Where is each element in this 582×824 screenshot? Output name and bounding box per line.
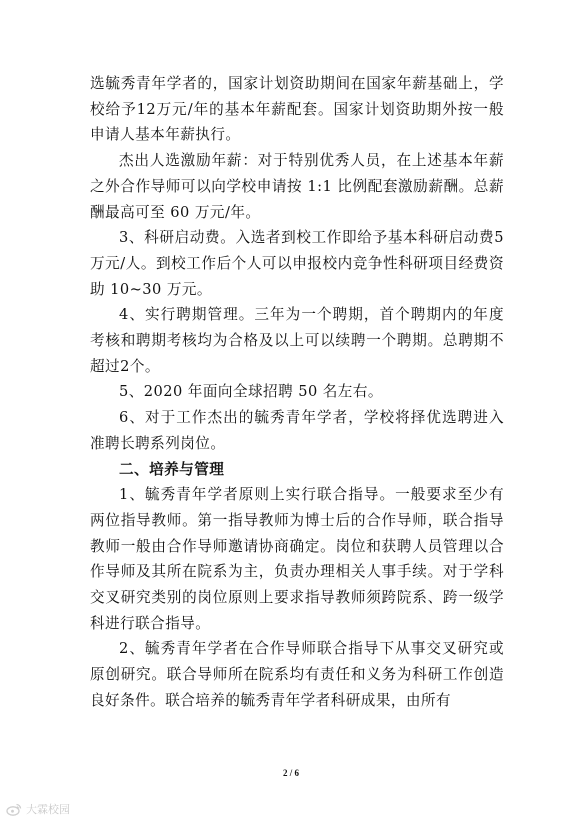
paragraph-tenure-track: 6、对于工作杰出的毓秀青年学者，学校将择优选聘进入准聘长聘系列岗位。: [90, 409, 504, 452]
paragraph-joint-supervision: 1、毓秀青年学者原则上实行联合指导。一般要求至少有两位指导教师。第一指导教师为博士后的合作导师，联合指导教师一般由合作导师邀请协商确定。岗位和获聘人员管理以合作导师及其所在院系为主，负责办理相关人事手续。对于学科交叉研究类别的岗位原则上要求指导教师须跨院系、跨一级学科进行联合指导。: [90, 486, 504, 632]
paragraph-research-startup-fund: 3、科研启动费。入选者到校工作即给予基本科研启动费5万元/人。到校工作后个人可以申报校内竞争性科研项目经费资助 10~30 万元。: [90, 229, 504, 298]
paragraph-recruitment-2020: 5、2020 年面向全球招聘 50 名左右。: [119, 383, 383, 401]
paragraph-interdisciplinary-research: 2、毓秀青年学者在合作导师联合指导下从事交叉研究或原创研究。联合导师所在院系均有责任和义务为科研工作创造良好条件。联合培养的毓秀青年学者科研成果，由所有: [90, 640, 504, 709]
watermark: [6, 800, 70, 818]
watermark-text: 大霖校园: [26, 803, 70, 816]
paragraph-appointment-term: 4、实行聘期管理。三年为一个聘期，首个聘期内的年度考核和聘期考核均为合格及以上可以续聘一个聘期。总聘期不超过2个。: [90, 306, 504, 375]
paragraph-incentive-salary: 杰出人选激励年薪：对于特别优秀人员，在上述基本年薪之外合作导师可以向学校申请按 1:1 比例配套激励薪酬。总薪酬最高可至 60 万元/年。: [90, 152, 504, 221]
paragraph-continuation: 选毓秀青年学者的，国家计划资助期间在国家年薪基础上，学校给予12万元/年的基本年薪配套。国家计划资助期外按一般申请人基本年薪执行。: [90, 75, 504, 144]
section-heading: 二、培养与管理: [119, 460, 225, 478]
weibo-logo-icon: [6, 802, 22, 816]
document-body: [90, 71, 504, 714]
page-number: 2 / 6: [282, 768, 299, 778]
